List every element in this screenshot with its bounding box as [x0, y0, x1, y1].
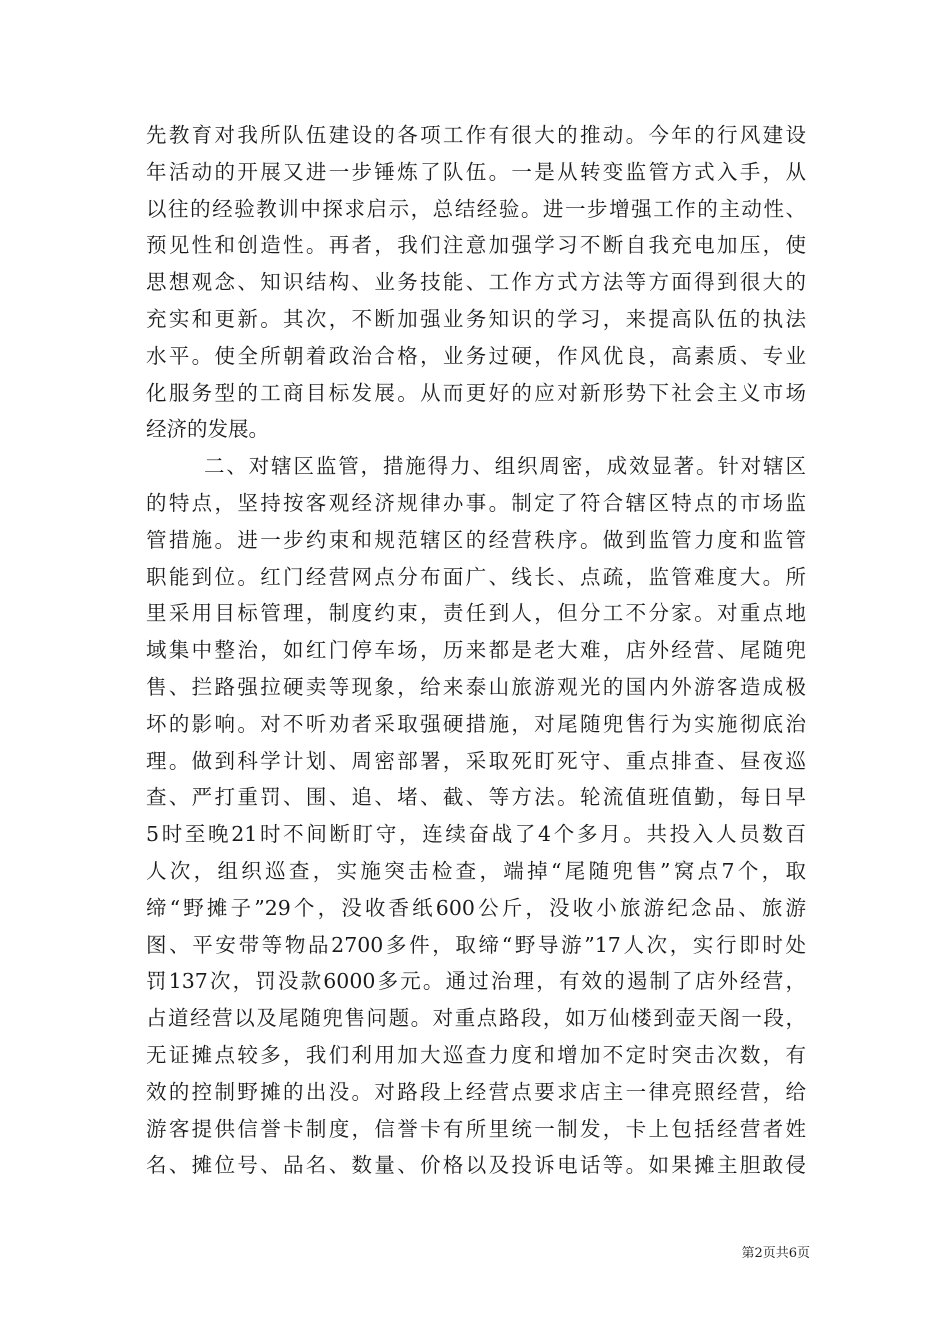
text-line: 5时至晚21时不间断盯守，连续奋战了4个多月。共投入人员数百 — [146, 822, 806, 847]
text-line: 缔“野摊子”29个，没收香纸600公斤，没收小旅游纪念品、旅游 — [146, 895, 806, 920]
text-line: 化服务型的工商目标发展。从而更好的应对新形势下社会主义市场 — [146, 380, 806, 405]
text-line: 人次，组织巡查，实施突击检查，端掉“尾随兜售”窝点7个，取 — [146, 858, 806, 883]
text-line: 无证摊点较多，我们利用加大巡查力度和增加不定时突击次数，有 — [146, 1042, 806, 1067]
text-line: 年活动的开展又进一步锤炼了队伍。一是从转变监管方式入手，从 — [146, 159, 806, 184]
text-line: 售、拦路强拉硬卖等现象，给来泰山旅游观光的国内外游客造成极 — [146, 674, 806, 699]
text-line: 坏的影响。对不听劝者采取强硬措施，对尾随兜售行为实施彻底治 — [146, 711, 806, 736]
text-line: 里采用目标管理，制度约束，责任到人，但分工不分家。对重点地 — [146, 601, 806, 626]
text-line: 经济的发展。 — [146, 417, 269, 442]
text-line: 充实和更新。其次，不断加强业务知识的学习，来提高队伍的执法 — [146, 306, 806, 331]
text-line: 罚137次，罚没款6000多元。通过治理，有效的遏制了店外经营， — [146, 969, 806, 994]
text-line: 游客提供信誉卡制度，信誉卡有所里统一制发，卡上包括经营者姓 — [146, 1116, 806, 1141]
text-line: 查、严打重罚、围、追、堵、截、等方法。轮流值班值勤，每日早 — [146, 785, 806, 810]
text-line: 占道经营以及尾随兜售问题。对重点路段，如万仙楼到壶天阁一段， — [146, 1006, 806, 1031]
text-line: 管措施。进一步约束和规范辖区的经营秩序。做到监管力度和监管 — [146, 527, 806, 552]
text-line: 职能到位。红门经营网点分布面广、线长、点疏，监管难度大。所 — [146, 564, 806, 589]
text-line: 水平。使全所朝着政治合格，业务过硬，作风优良，高素质、专业 — [146, 343, 806, 368]
text-line: 预见性和创造性。再者，我们注意加强学习不断自我充电加压，使 — [146, 233, 806, 258]
text-line: 效的控制野摊的出没。对路段上经营点要求店主一律亮照经营，给 — [146, 1079, 806, 1104]
body-text — [146, 117, 806, 1184]
text-line: 图、平安带等物品2700多件，取缔“野导游”17人次，实行即时处 — [146, 932, 806, 957]
text-line: 思想观念、知识结构、业务技能、工作方式方法等方面得到很大的 — [146, 270, 806, 295]
text-line: 先教育对我所队伍建设的各项工作有很大的推动。今年的行风建设 — [146, 123, 806, 147]
paragraph-start-line: 二、对辖区监管，措施得力、组织周密，成效显著。针对辖区 — [204, 454, 806, 479]
page-number: 第2页共6页 — [741, 1246, 810, 1261]
text-line: 理。做到科学计划、周密部署，采取死盯死守、重点排查、昼夜巡 — [146, 748, 806, 773]
text-line: 名、摊位号、品名、数量、价格以及投诉电话等。如果摊主胆敢侵 — [146, 1153, 806, 1178]
text-line: 以往的经验教训中探求启示，总结经验。进一步增强工作的主动性、 — [146, 196, 806, 221]
text-line: 的特点，坚持按客观经济规律办事。制定了符合辖区特点的市场监 — [146, 490, 806, 515]
text-line: 域集中整治，如红门停车场，历来都是老大难，店外经营、尾随兜 — [146, 638, 806, 663]
